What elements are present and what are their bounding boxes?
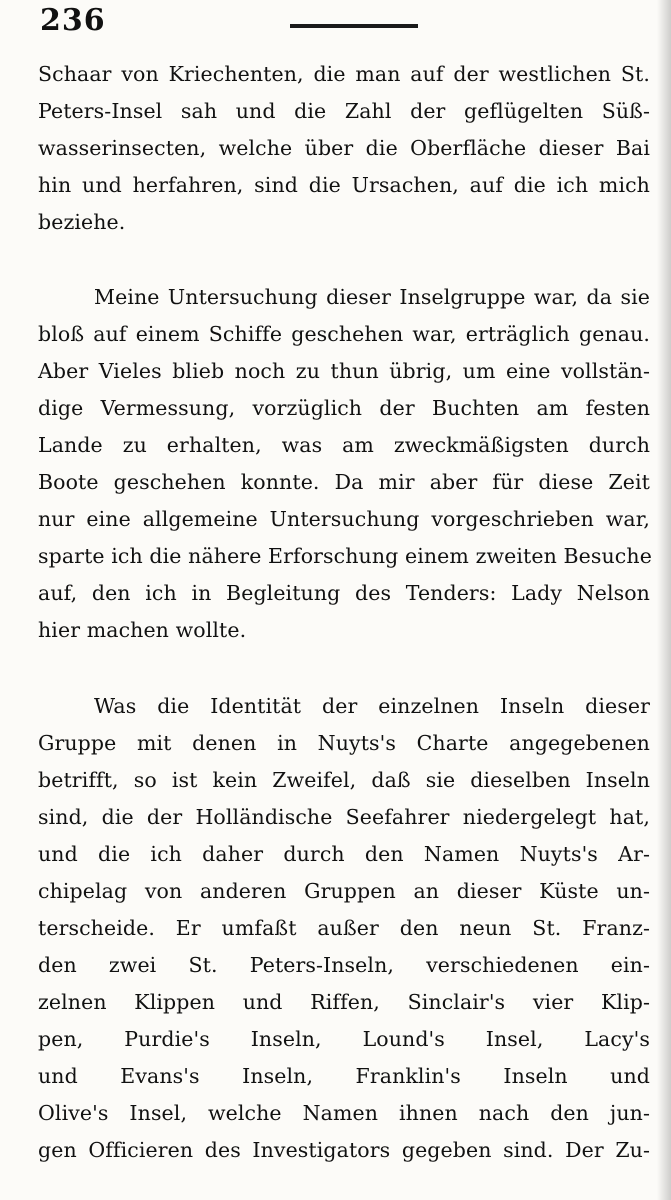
text-line: Boote geschehen konnte. Da mir aber für diese Zeit: [38, 470, 650, 494]
text-line: auf, den ich in Begleitung des Tenders: Lady Nelson: [38, 581, 650, 605]
text-line: Was die Identität der einzelnen Inseln dieser: [94, 694, 650, 718]
text-line: zelnen Klippen und Riffen, Sinclair's vier Klip-: [38, 990, 650, 1014]
text-line: dige Vermessung, vorzüglich der Buchten am festen: [38, 396, 650, 420]
text-line: gen Officieren des Investigators gegeben sind. Der Zu-: [38, 1138, 650, 1162]
text-line: betrifft, so ist kein Zweifel, daß sie dieselben Inseln: [38, 768, 650, 792]
text-line: pen, Purdie's Inseln, Lound's Insel, Lacy's: [38, 1027, 650, 1051]
text-line: und die ich daher durch den Namen Nuyts's Ar-: [38, 842, 650, 866]
text-line: sparte ich die nähere Erforschung einem zweiten Besuche: [38, 544, 652, 568]
page-number: 236: [40, 3, 106, 38]
text-line: terscheide. Er umfaßt außer den neun St. Franz-: [38, 916, 650, 940]
text-line: hier machen wollte.: [38, 618, 247, 642]
text-line: wasserinsecten, welche über die Oberfläche dieser Bai: [38, 136, 650, 160]
text-line: den zwei St. Peters-Inseln, verschiedenen ein-: [38, 953, 650, 977]
text-line: chipelag von anderen Gruppen an dieser Küste un-: [38, 879, 650, 903]
paragraph-3: [38, 688, 650, 1169]
text-line: Gruppe mit denen in Nuyts's Charte angegebenen: [38, 731, 650, 755]
text-line: hin und herfahren, sind die Ursachen, auf die ich mich: [38, 173, 650, 197]
text-line: Lande zu erhalten, was am zweckmäßigsten durch: [38, 433, 650, 457]
paragraph-1: [38, 56, 650, 241]
text-line: nur eine allgemeine Untersuchung vorgeschrieben war,: [38, 507, 650, 531]
text-line: sind, die der Holländische Seefahrer niedergelegt hat,: [38, 805, 650, 829]
text-line: beziehe.: [38, 210, 126, 234]
text-line: Schaar von Kriechenten, die man auf der westlichen St.: [38, 62, 650, 86]
header-rule: [290, 24, 418, 28]
paragraph-2: [38, 279, 650, 649]
text-line: bloß auf einem Schiffe geschehen war, erträglich genau.: [38, 322, 650, 346]
text-line: Peters-Insel sah und die Zahl der geflügelten Süß-: [38, 99, 650, 123]
text-line: Olive's Insel, welche Namen ihnen nach den jun-: [38, 1101, 650, 1125]
page-edge-shadow: [657, 0, 671, 1200]
text-line: Meine Untersuchung dieser Inselgruppe war, da sie: [94, 285, 650, 309]
text-line: und Evans's Inseln, Franklin's Inseln und: [38, 1064, 650, 1088]
text-line: Aber Vieles blieb noch zu thun übrig, um eine vollstän-: [38, 359, 650, 383]
